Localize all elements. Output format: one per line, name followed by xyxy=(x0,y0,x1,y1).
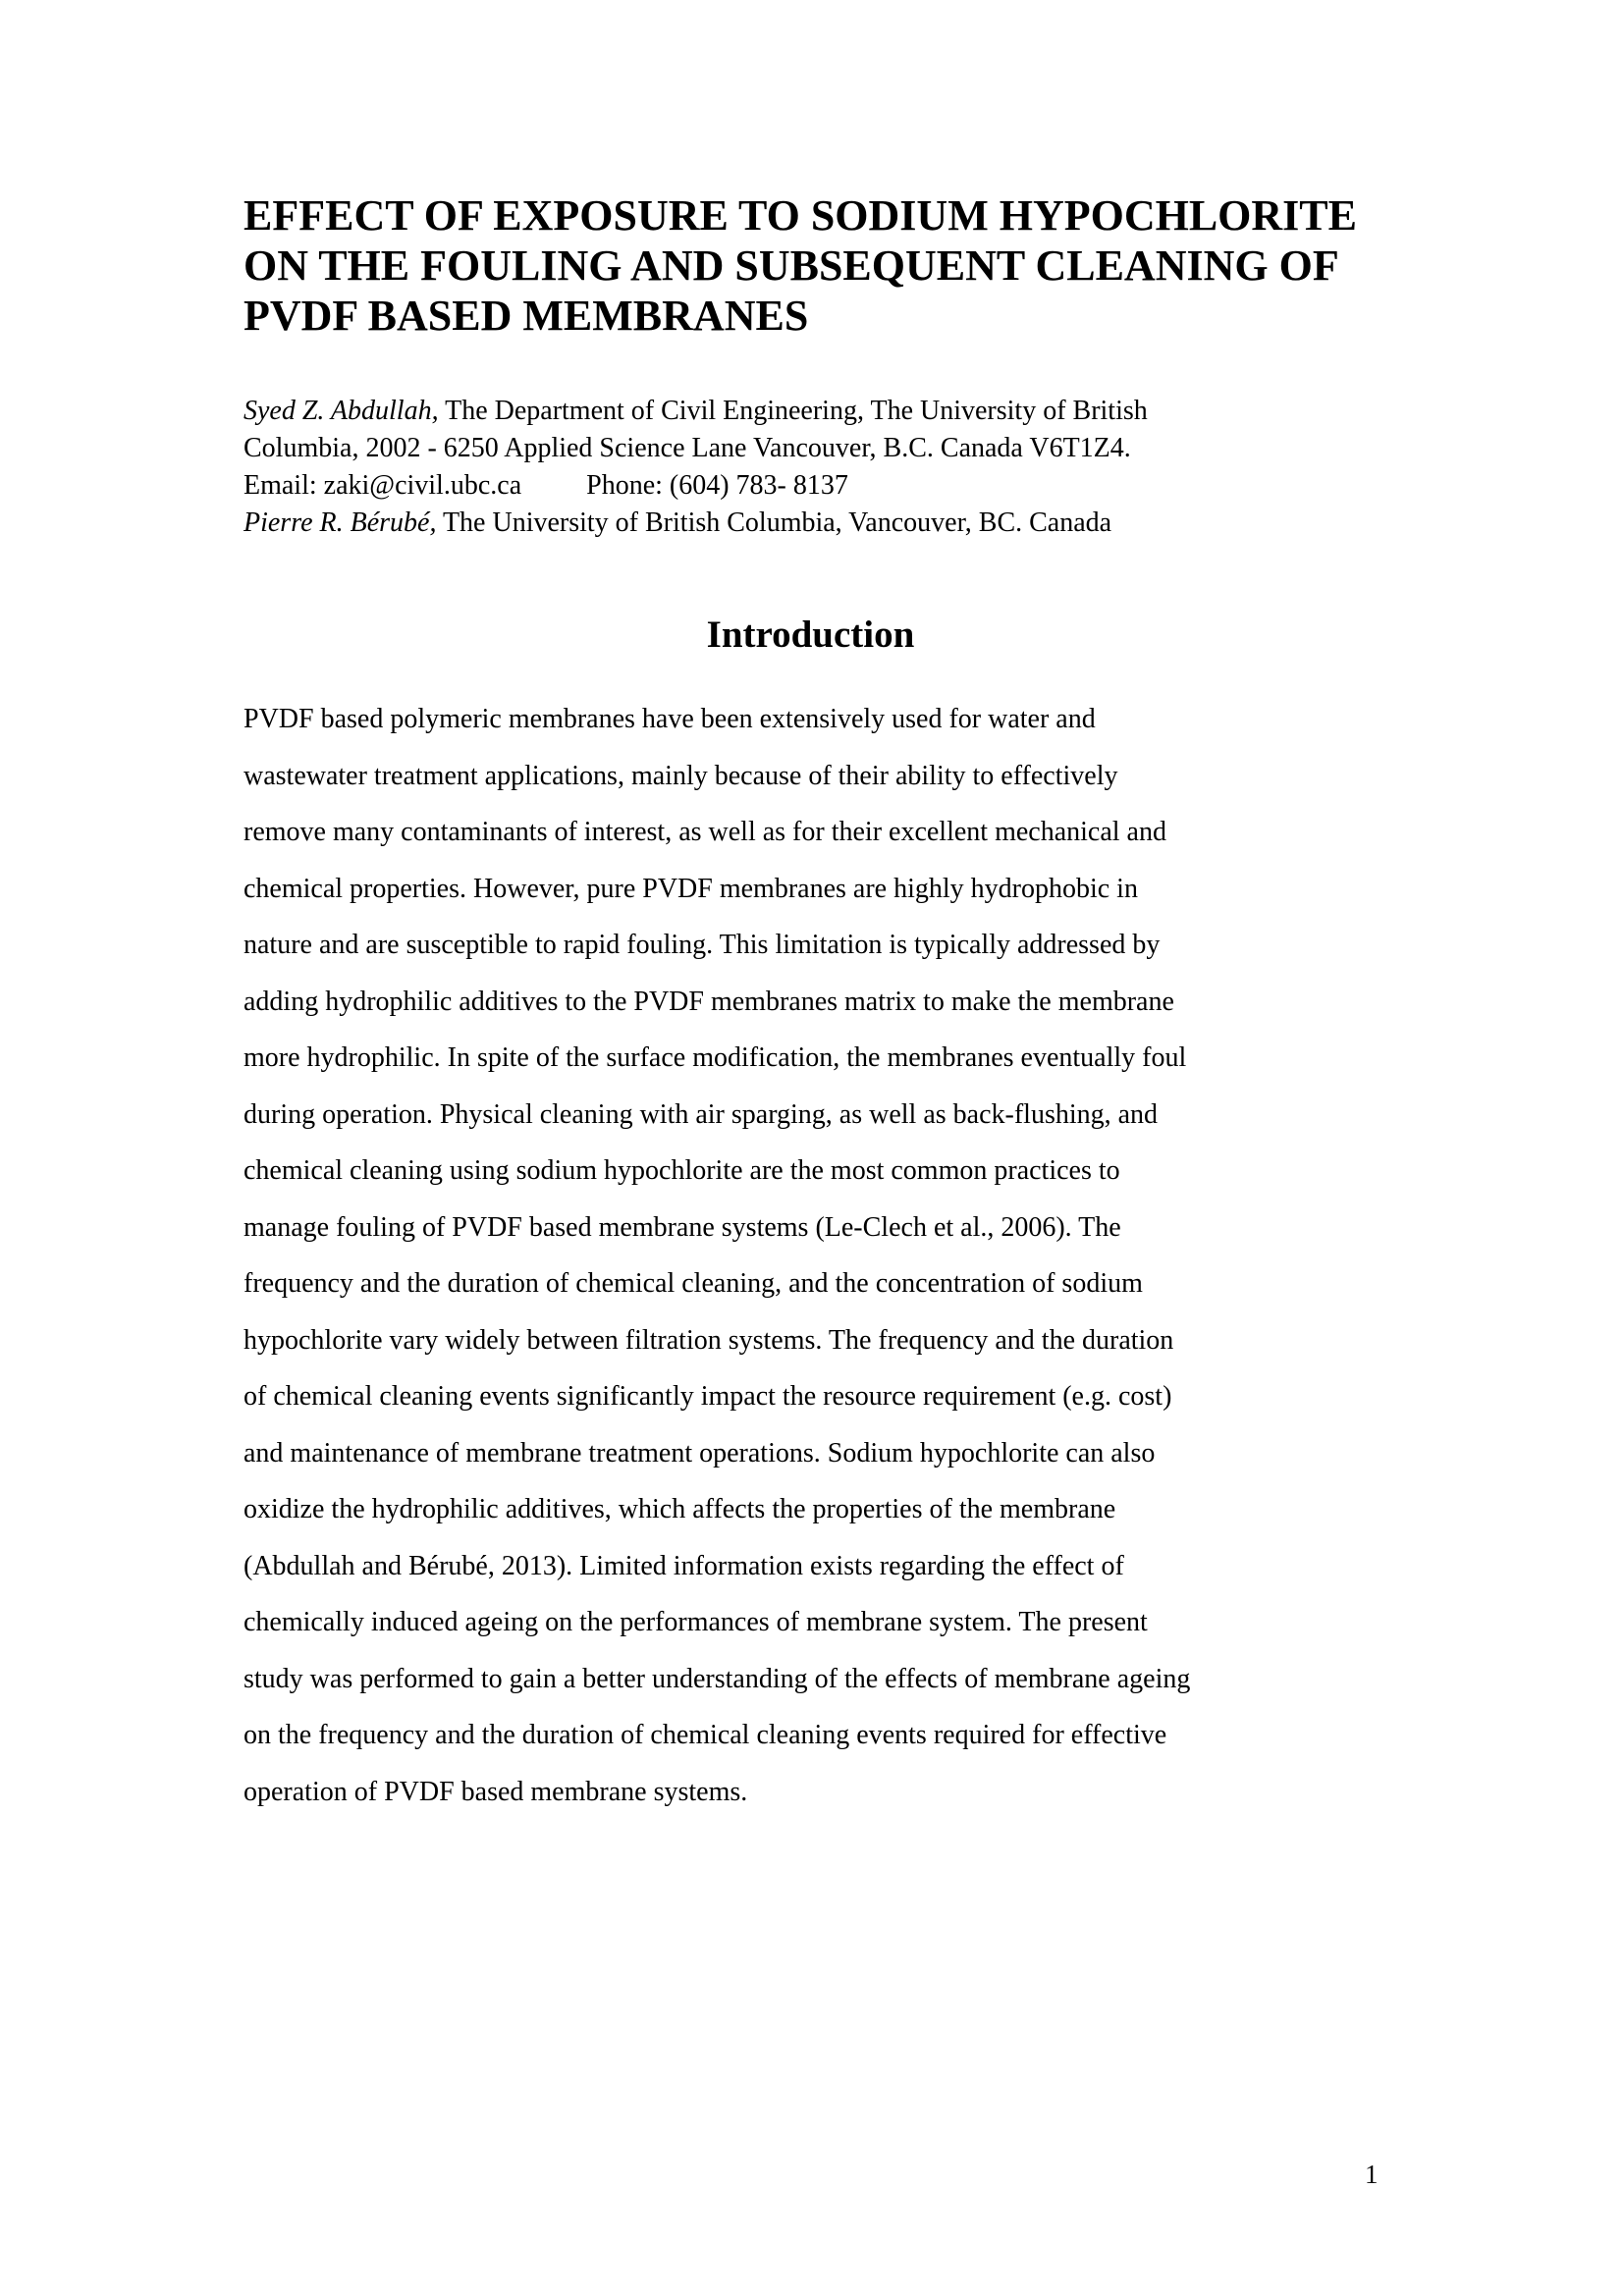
page-number: 1 xyxy=(1365,2160,1379,2189)
author-name: Syed Z. Abdullah, xyxy=(243,396,439,426)
paragraph-line: study was performed to gain a better understanding of the effects of membrane ageing xyxy=(243,1663,1191,1694)
author-line xyxy=(243,467,1148,505)
paragraph-line: PVDF based polymeric membranes have been extensively used for water and xyxy=(243,704,1096,734)
author-affiliation-text: Phone: (604) 783- 8137 xyxy=(586,470,848,501)
author-line xyxy=(243,430,1148,467)
paragraph-line: chemical cleaning using sodium hypochlorite are the most common practices to xyxy=(243,1155,1120,1186)
paragraph-line: on the frequency and the duration of chemical cleaning events required for effective xyxy=(243,1720,1167,1750)
author-affiliation-text: Email: zaki@civil.ubc.ca xyxy=(243,470,522,501)
paper-title xyxy=(243,190,1357,341)
paper-title-line: PVDF BASED MEMBRANES xyxy=(243,292,809,340)
paragraph-line: hypochlorite vary widely between filtration systems. The frequency and the duration xyxy=(243,1324,1174,1356)
author-affiliation-text: The Department of Civil Engineering, The University of British xyxy=(438,396,1148,426)
paragraph-line: and maintenance of membrane treatment operations. Sodium hypochlorite can also xyxy=(243,1437,1156,1468)
author-block xyxy=(243,393,1148,542)
paragraph-line: remove many contaminants of interest, as well as for their excellent mechanical and xyxy=(243,817,1166,847)
paragraph-line: during operation. Physical cleaning with air sparging, as well as back-flushing, and xyxy=(243,1098,1159,1130)
paragraph-line: (Abdullah and Bérubé, 2013). Limited information exists regarding the effect of xyxy=(243,1550,1124,1581)
paragraph-line: nature and are susceptible to rapid fouling. This limitation is typically addressed by xyxy=(243,930,1161,960)
paragraph-line: manage fouling of PVDF based membrane systems (Le-Clech et al., 2006). The xyxy=(243,1211,1121,1243)
paragraph-line: adding hydrophilic additives to the PVDF membranes matrix to make the membrane xyxy=(243,986,1174,1017)
paragraph-line: operation of PVDF based membrane systems. xyxy=(243,1776,748,1807)
section-heading: Introduction xyxy=(706,614,915,656)
paragraph-line: wastewater treatment applications, mainly because of their ability to effectively xyxy=(243,760,1118,791)
paragraph-line: chemical properties. However, pure PVDF membranes are highly hydrophobic in xyxy=(243,873,1138,904)
author-line xyxy=(243,505,1148,542)
author-name: Pierre R. Bérubé, xyxy=(243,507,437,538)
paragraph-line: frequency and the duration of chemical cleaning, and the concentration of sodium xyxy=(243,1268,1143,1299)
paragraph-line: of chemical cleaning events significantly impact the resource requirement (e.g. cost) xyxy=(243,1381,1172,1412)
author-line xyxy=(243,393,1148,430)
introduction-paragraph xyxy=(243,691,1190,1820)
paper-title-line: ON THE FOULING AND SUBSEQUENT CLEANING OF xyxy=(243,241,1339,290)
paper-title-line: EFFECT OF EXPOSURE TO SODIUM HYPOCHLORITE xyxy=(243,191,1357,240)
paragraph-line: more hydrophilic. In spite of the surface modification, the membranes eventually foul xyxy=(243,1042,1187,1073)
author-affiliation-text: Columbia, 2002 - 6250 Applied Science Lane Vancouver, B.C. Canada V6T1Z4. xyxy=(243,433,1131,463)
paragraph-line: oxidize the hydrophilic additives, which affects the properties of the membrane xyxy=(243,1494,1116,1524)
paragraph-line: chemically induced ageing on the performances of membrane system. The present xyxy=(243,1607,1148,1637)
author-affiliation-text: The University of British Columbia, Vancouver, BC. Canada xyxy=(436,507,1112,538)
